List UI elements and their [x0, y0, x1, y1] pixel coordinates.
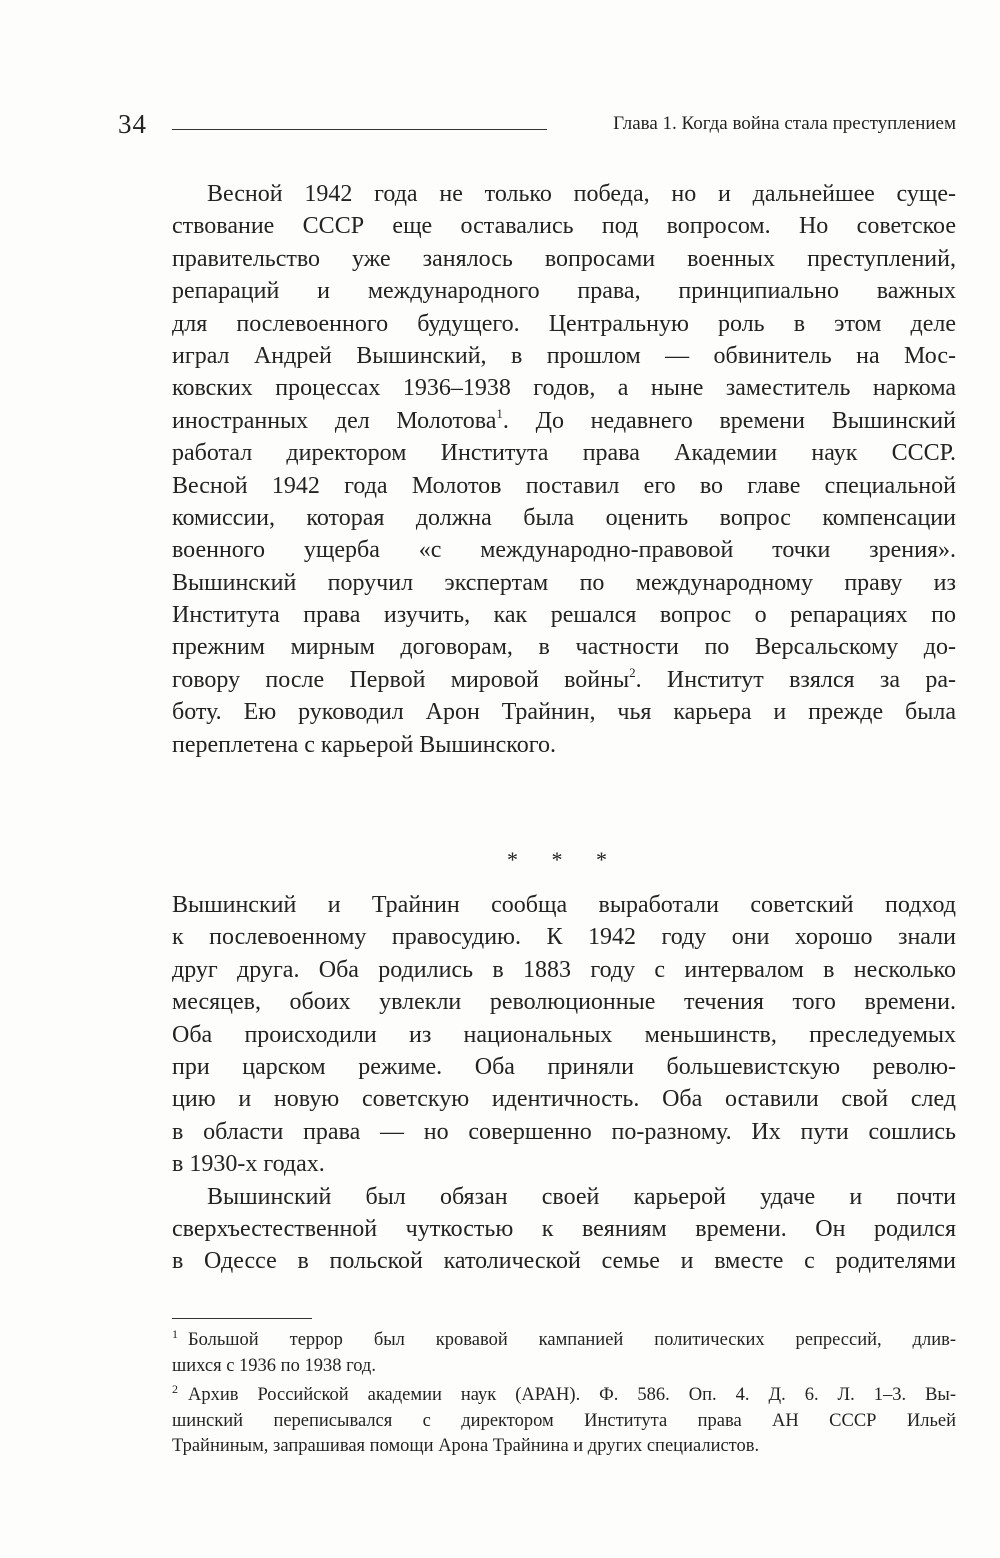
- footnote-1-line: [172, 1328, 956, 1354]
- text-segment: . Институт взялся за ра-: [635, 666, 956, 693]
- text-line: для послевоенного будущего. Центральную роль в этом деле: [172, 310, 956, 337]
- running-head: [118, 108, 956, 140]
- text-segment: говору после Первой мировой войны: [172, 666, 630, 693]
- text-line: в Одессе в польской католической семье и вместе с родителями: [172, 1248, 956, 1275]
- footnote-ref-2[interactable]: 2: [629, 664, 636, 680]
- footnote-2-line: [172, 1383, 956, 1409]
- text-line: работал директором Института права Академии наук СССР.: [172, 440, 956, 467]
- chapter-title: Глава 1. Когда война стала преступлением: [613, 113, 956, 134]
- paragraph-2-and-3: [172, 889, 956, 1278]
- header-rule: [172, 129, 547, 130]
- text-line: Вышинский поручил экспертам по международному праву из: [172, 569, 956, 596]
- footnote-number: 2: [172, 1382, 178, 1396]
- text-line: в области права — но совершенно по-разному. Их пути сошлись: [172, 1118, 956, 1145]
- footnote-2-line: Трайниным, запрашивая помощи Арона Трайнина и других специалистов.: [172, 1436, 760, 1456]
- text-line: в 1930-х годах.: [172, 1151, 325, 1178]
- text-line: сверхъестественной чуткостью к веяниям времени. Он родился: [172, 1215, 956, 1242]
- text-line: Оба происходили из национальных меньшинств, преследуемых: [172, 1021, 956, 1048]
- text-line: правительство уже занялось вопросами военных преступлений,: [172, 245, 956, 272]
- text-line: репараций и международного права, принципиально важных: [172, 278, 956, 305]
- footnote-ref-1[interactable]: 1: [496, 405, 503, 421]
- text-line: [172, 405, 956, 437]
- text-line: боту. Ею руководил Арон Трайнин, чья карьера и прежде была: [172, 699, 956, 726]
- footnote-rule: [172, 1318, 312, 1319]
- footnotes: [172, 1328, 956, 1460]
- text-line: при царском режиме. Оба приняли большевистскую револю-: [172, 1053, 956, 1080]
- text-line: месяцев, обоих увлекли революционные течения того времени.: [172, 989, 956, 1016]
- paragraph-1: [172, 178, 956, 761]
- text-line: ковских процессах 1936–1938 годов, а ныне заместитель наркома: [172, 375, 956, 402]
- text-line: к послевоенному правосудию. К 1942 году они хорошо знали: [172, 924, 956, 951]
- text-line: Весной 1942 года не только победа, но и дальнейшее суще-: [207, 181, 956, 207]
- text-line: ствование СССР еще оставались под вопросом. Но советское: [172, 213, 956, 240]
- text-line: Весной 1942 года Молотов поставил его во главе специальной: [172, 472, 956, 499]
- text-line: военного ущерба «с международно-правовой точки зрения».: [172, 537, 956, 564]
- section-separator: * * *: [507, 847, 621, 872]
- footnote-1-line: шихся с 1936 по 1938 год.: [172, 1355, 376, 1376]
- text-line: прежним мирным договорам, в частности по Версальскому до-: [172, 634, 956, 661]
- text-line: играл Андрей Вышинский, в прошлом — обвинитель на Мос-: [172, 342, 956, 369]
- text-line: Вышинский и Трайнин сообща выработали советский подход: [172, 892, 956, 918]
- text-segment: . До недавнего времени Вышинский: [502, 407, 956, 434]
- text-segment: иностранных дел Молотова: [172, 407, 497, 434]
- footnote-number: 1: [172, 1327, 178, 1341]
- footnote-text: Большой террор был кровавой кампанией политических репрессий, длив-: [188, 1330, 956, 1350]
- text-line: переплетена с карьерой Вышинского.: [172, 731, 556, 758]
- text-line: друг друга. Оба родились в 1883 году с интервалом в несколько: [172, 956, 956, 983]
- text-line: Института права изучить, как решался вопрос о репарациях по: [172, 602, 956, 629]
- footnote-2-line: шинский переписывался с директором Института права АН СССР Ильей: [172, 1410, 956, 1431]
- text-line: комиссии, которая должна была оценить вопрос компенсации: [172, 504, 956, 531]
- page-number: 34: [118, 109, 147, 139]
- footnote-text: Архив Российской академии наук (АРАН). Ф. 586. Оп. 4. Д. 6. Л. 1–3. Вы-: [188, 1385, 956, 1405]
- text-line: [172, 664, 956, 696]
- text-line: Вышинский был обязан своей карьерой удаче и почти: [207, 1183, 956, 1210]
- text-line: цию и новую советскую идентичность. Оба оставили свой след: [172, 1086, 956, 1113]
